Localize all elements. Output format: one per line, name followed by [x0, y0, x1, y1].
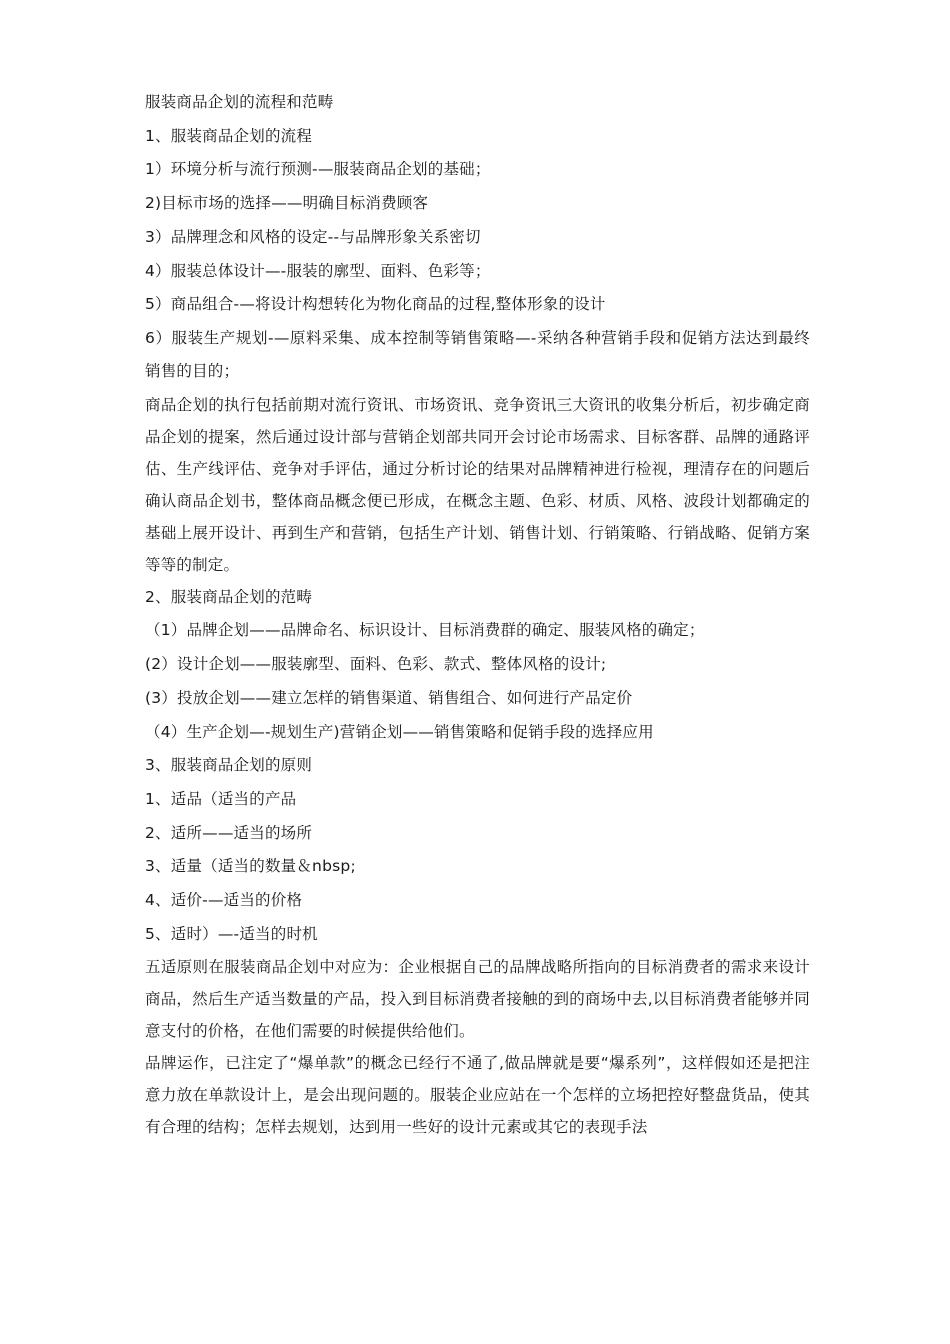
section-3-item: 2、适所——适当的场所	[145, 823, 313, 842]
section-2-heading: 2、服装商品企划的范畴	[145, 587, 313, 606]
document-page	[145, 86, 810, 1143]
section-1-item: 5）商品组合-—将设计构想转化为物化商品的过程,整体形象的设计	[145, 295, 606, 314]
section-1-item: 4）服装总体设计—-服装的廓型、面料、色彩等；	[145, 261, 491, 280]
section-3-item: 1、适品（适当的产品	[145, 789, 297, 808]
section-3-item: 4、适价-—适当的价格	[145, 891, 303, 910]
section-2-item: (3）投放企划——建立怎样的销售渠道、销售组合、如何进行产品定价	[145, 688, 633, 707]
section-3-heading: 3、服装商品企划的原则	[145, 756, 313, 775]
section-2-item: （1）品牌企划——品牌命名、标识设计、目标消费群的确定、服装风格的确定；	[145, 621, 705, 640]
paragraph-five-principles: 五适原则在服装商品企划中对应为：企业根据自己的品牌战略所指向的目标消费者的需求来设计商品，然后生产适当数量的产品，投入到目标消费者接触的到的商场中去,以目标消费者能够并同意支付的价格，在他们需要的时候提供给他们。	[145, 958, 810, 1041]
section-1-item: 1）环境分析与流行预测-—服装商品企划的基础；	[145, 160, 491, 179]
section-2-item: (2）设计企划——服装廓型、面料、色彩、款式、整体风格的设计;	[145, 655, 607, 674]
document-title: 服装商品企划的流程和范畴	[145, 93, 334, 111]
section-1-item-6: 6）服装生产规划-—原料采集、成本控制等销售策略—-采纳各种营销手段和促销方法达到最终销售的目的；	[145, 328, 810, 381]
section-2-item: （4）生产企划—-规划生产)营销企划——销售策略和促销手段的选择应用	[145, 722, 654, 741]
section-1-item: 3）品牌理念和风格的设定--与品牌形象关系密切	[145, 227, 481, 246]
paragraph-brand-operation: 品牌运作，已注定了“爆单款”的概念已经行不通了,做品牌就是要“爆系列”，这样假如还是把注意力放在单款设计上，是会出现问题的。服装企业应站在一个怎样的立场把控好整盘货品，使其有合理的结构；怎样去规划，达到用一些好的设计元素或其它的表现手法	[145, 1054, 810, 1137]
section-1-heading: 1、服装商品企划的流程	[145, 126, 313, 145]
section-3-item: 3、适量（适当的数量＆nbsp;	[145, 857, 356, 876]
paragraph-execution: 商品企划的执行包括前期对流行资讯、市场资讯、竞争资讯三大资讯的收集分析后，初步确定商品企划的提案，然后通过设计部与营销企划部共同开会讨论市场需求、目标客群、品牌的通路评估、生产线评估、竞争对手评估，通过分析讨论的结果对品牌精神进行检视，理清存在的问题后确认商品企划书，整体商品概念便已形成，在概念主题、色彩、材质、风格、波段计划都确定的基础上展开设计、再到生产和营销，包括生产计划、销售计划、行销策略、行销战略、促销方案等等的制定。	[145, 395, 810, 574]
section-3-item: 5、适时）—-适当的时机	[145, 924, 318, 943]
section-1-item: 2)目标市场的选择——明确目标消费顾客	[145, 194, 429, 213]
